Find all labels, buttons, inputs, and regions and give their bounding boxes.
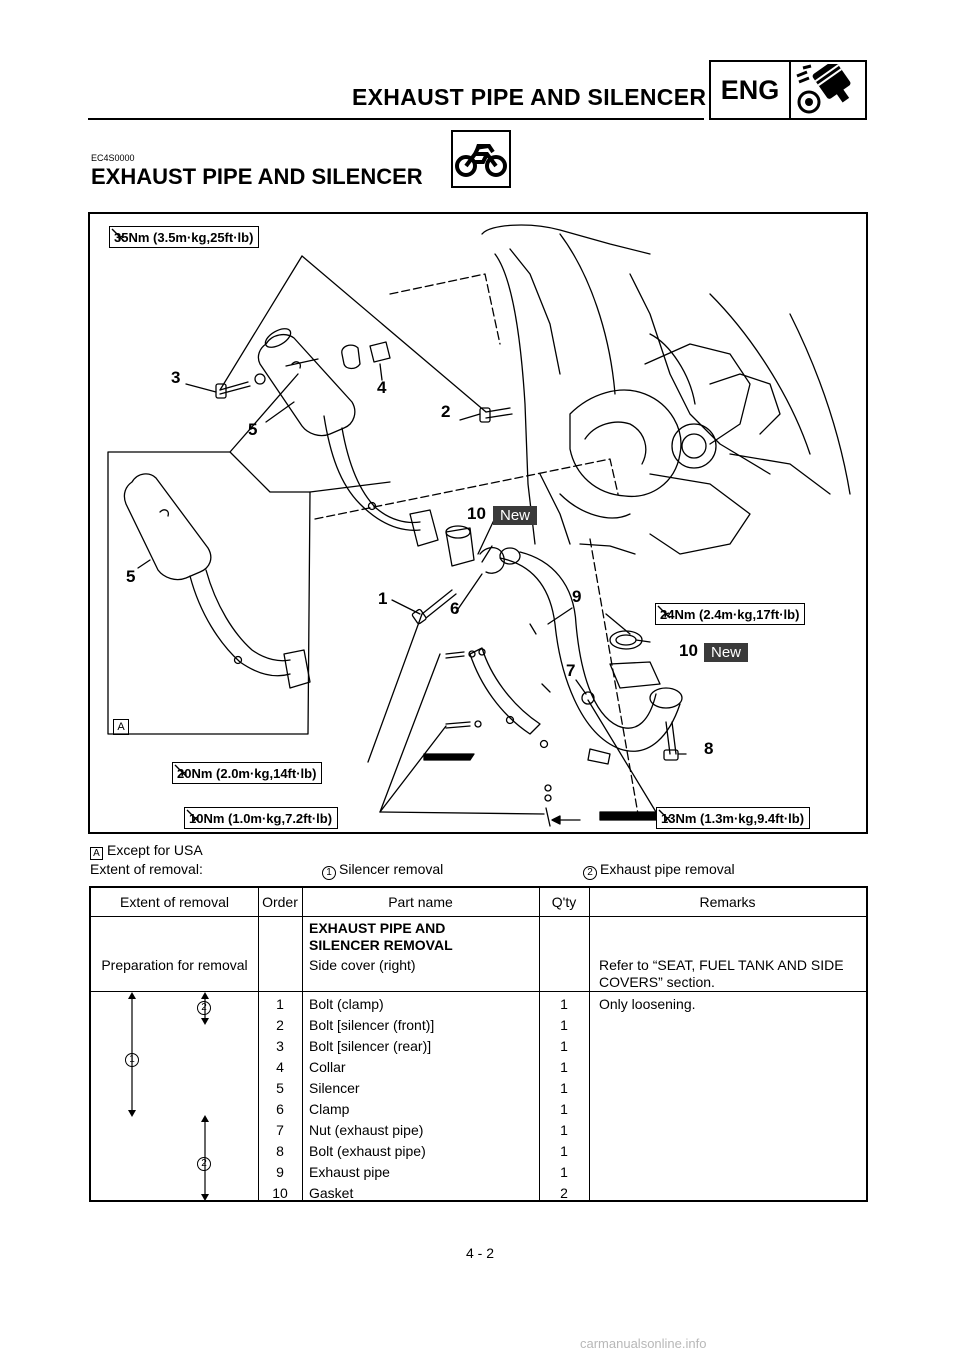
watermark: carmanualsonline.info (580, 1336, 707, 1351)
extent-note (90, 861, 870, 880)
prep-remarks: Refer to “SEAT, FUEL TANK AND SIDE (599, 957, 844, 973)
motorcycle-icon (451, 130, 511, 188)
section-reference-code: EC4S0000 (91, 153, 135, 163)
exploded-diagram (88, 212, 868, 834)
callout-6: 6 (450, 599, 460, 618)
prep-extent: Preparation for removal (101, 957, 248, 973)
header-extent: Extent of removal (120, 894, 229, 910)
table-header (91, 888, 866, 917)
callout-8: 8 (704, 739, 714, 758)
prep-part: Side cover (right) (309, 957, 416, 973)
callout-9: 9 (572, 587, 582, 606)
bracket-label-2: 2 (197, 1152, 214, 1171)
callout-10-lower: 10 (679, 641, 698, 660)
callout-10-upper: 10 (467, 504, 486, 523)
torque-wrench-icon (657, 808, 673, 824)
callout-3: 3 (171, 368, 181, 387)
new-part-badge: New (493, 506, 537, 525)
section-tab (709, 60, 867, 120)
header-part-name: Part name (388, 894, 453, 910)
torque-label-bracket-bolts: 10Nm (1.0m·kg,7.2ft·lb) (184, 807, 338, 829)
column-divider (589, 888, 590, 1200)
bracket-label-1: 1 (125, 1048, 142, 1067)
torque-wrench-icon (110, 227, 126, 243)
header-rule (88, 118, 704, 120)
callout-7: 7 (566, 661, 576, 680)
bracket-label-2: 2 (197, 996, 214, 1015)
table-section-heading: EXHAUST PIPE AND (309, 920, 446, 936)
except-note: A Except for USA (90, 842, 870, 861)
section-code: ENG (711, 62, 791, 118)
section-title: EXHAUST PIPE AND SILENCER (91, 164, 423, 189)
torque-wrench-icon (656, 604, 672, 620)
torque-label-bolt-3: 35Nm (3.5m·kg,25ft·lb) (109, 226, 259, 248)
engine-piston-icon (793, 64, 865, 116)
extent-brackets (91, 992, 258, 1202)
figure-notes (90, 842, 870, 880)
extent-silencer: 1 Silencer removal (322, 861, 443, 880)
extent-label: Extent of removal: (90, 861, 203, 877)
letter-box-marker: A (90, 847, 103, 860)
torque-label-nut-7: 13Nm (1.3m·kg,9.4ft·lb) (656, 807, 810, 829)
running-header-title: EXHAUST PIPE AND SILENCER (352, 84, 707, 110)
torque-wrench-icon (185, 808, 201, 824)
header-qty: Q'ty (551, 894, 577, 910)
callout-4: 4 (377, 378, 387, 397)
callout-5-inset: 5 (126, 567, 136, 586)
removal-table: Extent of removal Order Part name Q'ty Remarks EXHAUST PIPE AND SILENCER REMOVAL Preparation for removal Side cover (right) Refer to “SEAT, FUEL TANK AND SIDE COVERS” section. 2 1 2 1 Bolt (clamp) 1 Only loosening. 2 Bolt [silencer (front)] 1 3 Bolt [silencer (rear)] 1 4 Collar 1 5 Silencer 1 6 Clamp 1 7 Nut (exhaust pipe) 1 8 Bolt (exhaust pipe) 1 9 Exhaust pipe 1 10 Gasket 2 (89, 886, 868, 1202)
table-section-heading: SILENCER REMOVAL (309, 937, 453, 953)
inset-letter: A (113, 719, 129, 735)
header-remarks: Remarks (699, 894, 756, 910)
callout-1: 1 (378, 589, 388, 608)
new-part-badge: New (704, 643, 748, 662)
callout-2: 2 (441, 402, 451, 421)
column-divider (302, 888, 303, 1200)
prep-remarks: COVERS” section. (599, 974, 715, 990)
torque-label-bolt-8: 24Nm (2.4m·kg,17ft·lb) (655, 603, 805, 625)
callout-5: 5 (248, 420, 258, 439)
header-order: Order (262, 894, 298, 910)
torque-label-bolt-1: 20Nm (2.0m·kg,14ft·lb) (172, 762, 322, 784)
page-number: 4 - 2 (465, 1245, 494, 1261)
exploded-view-drawing (90, 214, 868, 834)
extent-exhaust-pipe: 2 Exhaust pipe removal (583, 861, 735, 880)
torque-wrench-icon (173, 763, 189, 779)
